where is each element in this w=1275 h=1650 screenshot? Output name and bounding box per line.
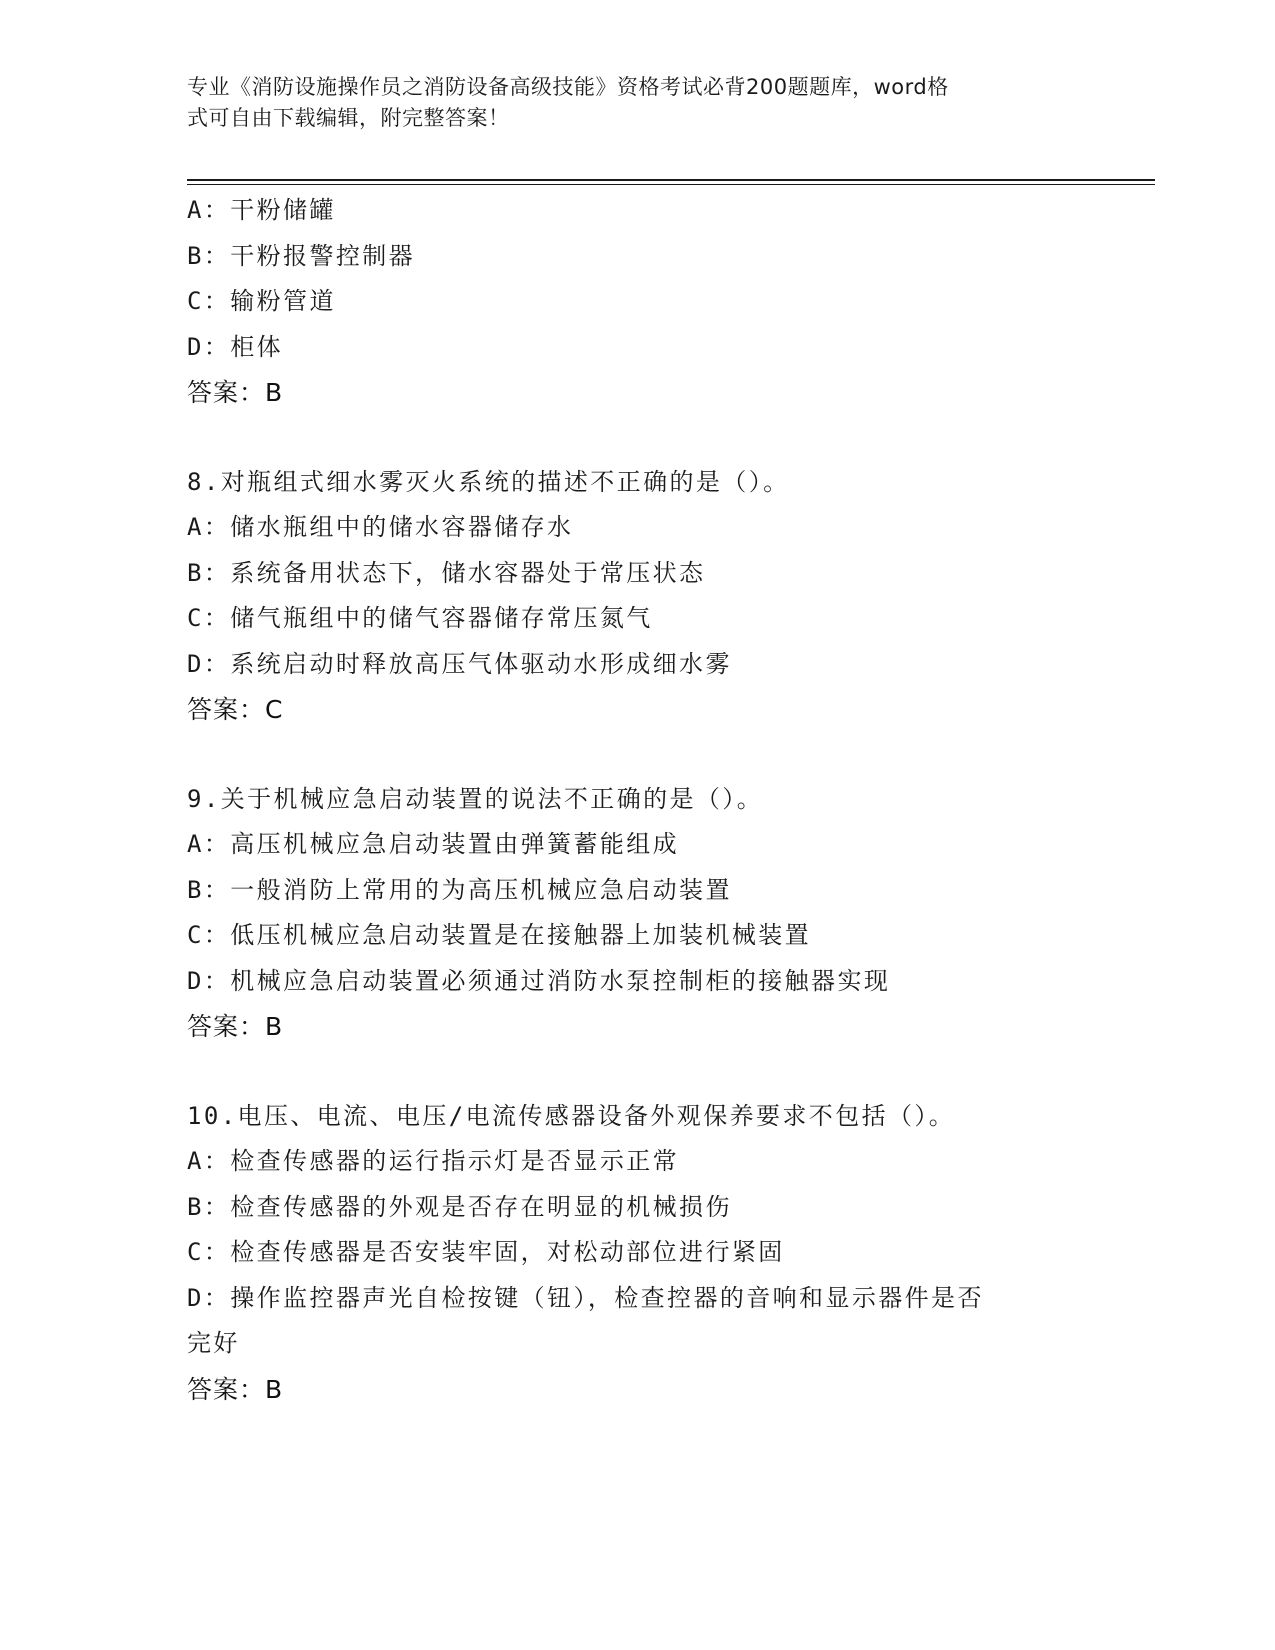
document-header [187,72,1087,134]
option-c: C：低压机械应急启动装置是在接触器上加装机械装置 [187,921,812,949]
option-d: D：柜体 [187,332,284,361]
spacer [187,416,1087,460]
question-list [187,188,1087,1412]
option-c: C：输粉管道 [187,287,336,315]
header-line-1: 专业《消防设施操作员之消防设备高级技能》资格考试必背200题题库，word格 [187,75,949,99]
question-stem: 8.对瓶组式细水雾灭火系统的描述不正确的是（）。 [187,467,790,496]
question-stem: 10.电压、电流、电压/电流传感器设备外观保养要求不包括（）。 [187,1101,956,1130]
option-a: A：高压机械应急启动装置由弹簧蓄能组成 [187,830,680,858]
option-b: B：干粉报警控制器 [187,241,416,270]
answer-label: 答案：B [187,1012,284,1041]
spacer [187,1050,1087,1094]
header-divider-thick [187,179,1155,181]
option-b: B：系统备用状态下，储水容器处于常压状态 [187,558,706,587]
question-stem: 9.关于机械应急启动装置的说法不正确的是（）。 [187,784,764,813]
option-d: D：系统启动时释放高压气体驱动水形成细水雾 [187,649,732,678]
header-line-2: 式可自由下载编辑，附完整答案！ [187,106,510,130]
question-9 [187,777,1087,1050]
option-b: B：一般消防上常用的为高压机械应急启动装置 [187,875,732,904]
answer-label: 答案：B [187,378,284,407]
question-7-continued [187,188,1087,416]
question-8 [187,460,1087,733]
option-c: C：检查传感器是否安装牢固，对松动部位进行紧固 [187,1238,785,1266]
option-c: C：储气瓶组中的储气容器储存常压氮气 [187,604,653,632]
header-divider-thin [187,184,1155,185]
option-a: A：干粉储罐 [187,196,336,224]
answer-label: 答案：C [187,695,284,724]
option-b: B：检查传感器的外观是否存在明显的机械损伤 [187,1192,732,1221]
option-a: A：检查传感器的运行指示灯是否显示正常 [187,1147,680,1175]
option-d: D：机械应急启动装置必须通过消防水泵控制柜的接触器实现 [187,966,891,995]
option-d-continuation: 完好 [187,1329,240,1357]
answer-label: 答案：B [187,1374,284,1404]
option-a: A：储水瓶组中的储水容器储存水 [187,513,574,541]
spacer [187,733,1087,777]
question-10 [187,1094,1087,1413]
option-d: D：操作监控器声光自检按键（钮），检查控器的音响和显示器件是否 [187,1283,984,1312]
